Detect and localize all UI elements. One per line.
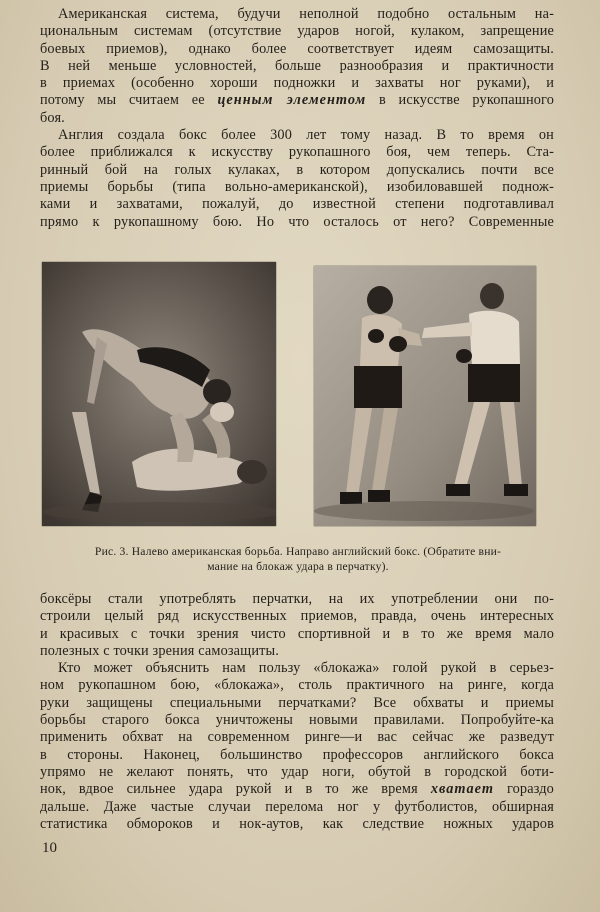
text-line: В ней меньше условностей, больше разнообразия и практичности [40, 57, 554, 74]
text-line: ринный бой на голых кулаках, в котором допускались почти все [40, 161, 554, 178]
text-line: упрямо не желают понять, что удар ноги, обутой в городской боти- [40, 763, 554, 780]
wrestling-photo [42, 262, 276, 526]
text-line: борьбы старого бокса уничтожены новыми правилами. Попробуйте-ка [40, 712, 554, 729]
text-line: боевых приемов), однако более соответствует идеям самозащиты. [40, 40, 554, 57]
text-line: полезных с точки зрения самозащиты. [40, 642, 279, 659]
caption-line: мание на блокаж удара в перчатку). [207, 559, 389, 573]
text-line: боксёры стали употреблять перчатки, на их употреблении они по- [40, 591, 554, 607]
text-line: и красивых с точки зрения чисто спортивной и в то же время мало [40, 625, 554, 642]
text-fragment: в искусстве рукопашного [378, 92, 554, 109]
figure-caption [40, 545, 556, 574]
page-number: 10 [42, 840, 57, 856]
text-fragment: потому мы считаем ее [40, 92, 205, 109]
text-line: боя. [40, 109, 65, 126]
text-line: применить обхват на современном ринге—и вас сейчас же разведут [40, 729, 554, 746]
text-line: приемы борьбы (типа вольно-американской), изобиловавшей поднож- [40, 178, 554, 195]
text-line: в приемах (особенно хороши подножки и захваты ног руками), и [40, 75, 554, 92]
text-line-with-emphasis [40, 92, 554, 109]
text-fragment: нок, вдвое сильнее удара рукой и в то же время [40, 781, 418, 798]
emphasis-text: хватает [430, 781, 494, 798]
caption-line: Рис. 3. Налево американская борьба. Направо английский бокс. (Обратите вни- [94, 545, 502, 558]
text-line: ном рукопашном бою, «блокажа», столь практичного на ринге, когда [40, 677, 554, 694]
boxing-photo [314, 266, 536, 526]
text-fragment: гораздо [506, 781, 554, 798]
text-line: Кто может объяснить нам пользу «блокажа» голой рукой в серьез- [58, 660, 554, 677]
text-line-with-emphasis [40, 781, 554, 798]
text-line: статистика обмороков и нок-аутов, как следствие ножных ударов [40, 815, 554, 832]
text-line: более приближался к искусству рукопашного боя, чем теперь. Ста- [40, 144, 554, 161]
text-line: строили целый ряд искусственных приемов, правда, очень интересных [40, 608, 554, 625]
bottom-text-block [40, 591, 554, 833]
wrestling-illustration [42, 262, 276, 526]
text-line: в стороны. Наконец, большинство профессоров английского бокса [40, 746, 554, 763]
text-line: циональным системам (отсутствие ударов ногой, кулаком, запрещение [40, 23, 554, 40]
paragraph-england-boxing [40, 127, 554, 231]
text-line: дальше. Даже частые случаи перелома ног у футболистов, обширная [40, 798, 554, 815]
text-line: Англия создала бокс более 300 лет тому назад. В то время он [58, 127, 554, 144]
text-line: ками и захватами, пожалуй, до известной степени подготавливал [40, 196, 554, 213]
boxing-illustration [314, 266, 536, 526]
emphasis-text: ценным элементом [217, 92, 367, 109]
paragraph-american-system [40, 6, 554, 127]
text-line: Американская система, будучи неполной подобно остальным на- [58, 6, 554, 22]
text-line: прямо к рукопашному бою. Но что осталось от него? Современные [40, 213, 554, 230]
text-line: руки защищены специальными перчатками? Все обхваты и приемы [40, 694, 554, 711]
paragraph-gloves [40, 591, 554, 660]
paragraph-blocking [40, 660, 554, 833]
top-text-block [40, 6, 554, 231]
